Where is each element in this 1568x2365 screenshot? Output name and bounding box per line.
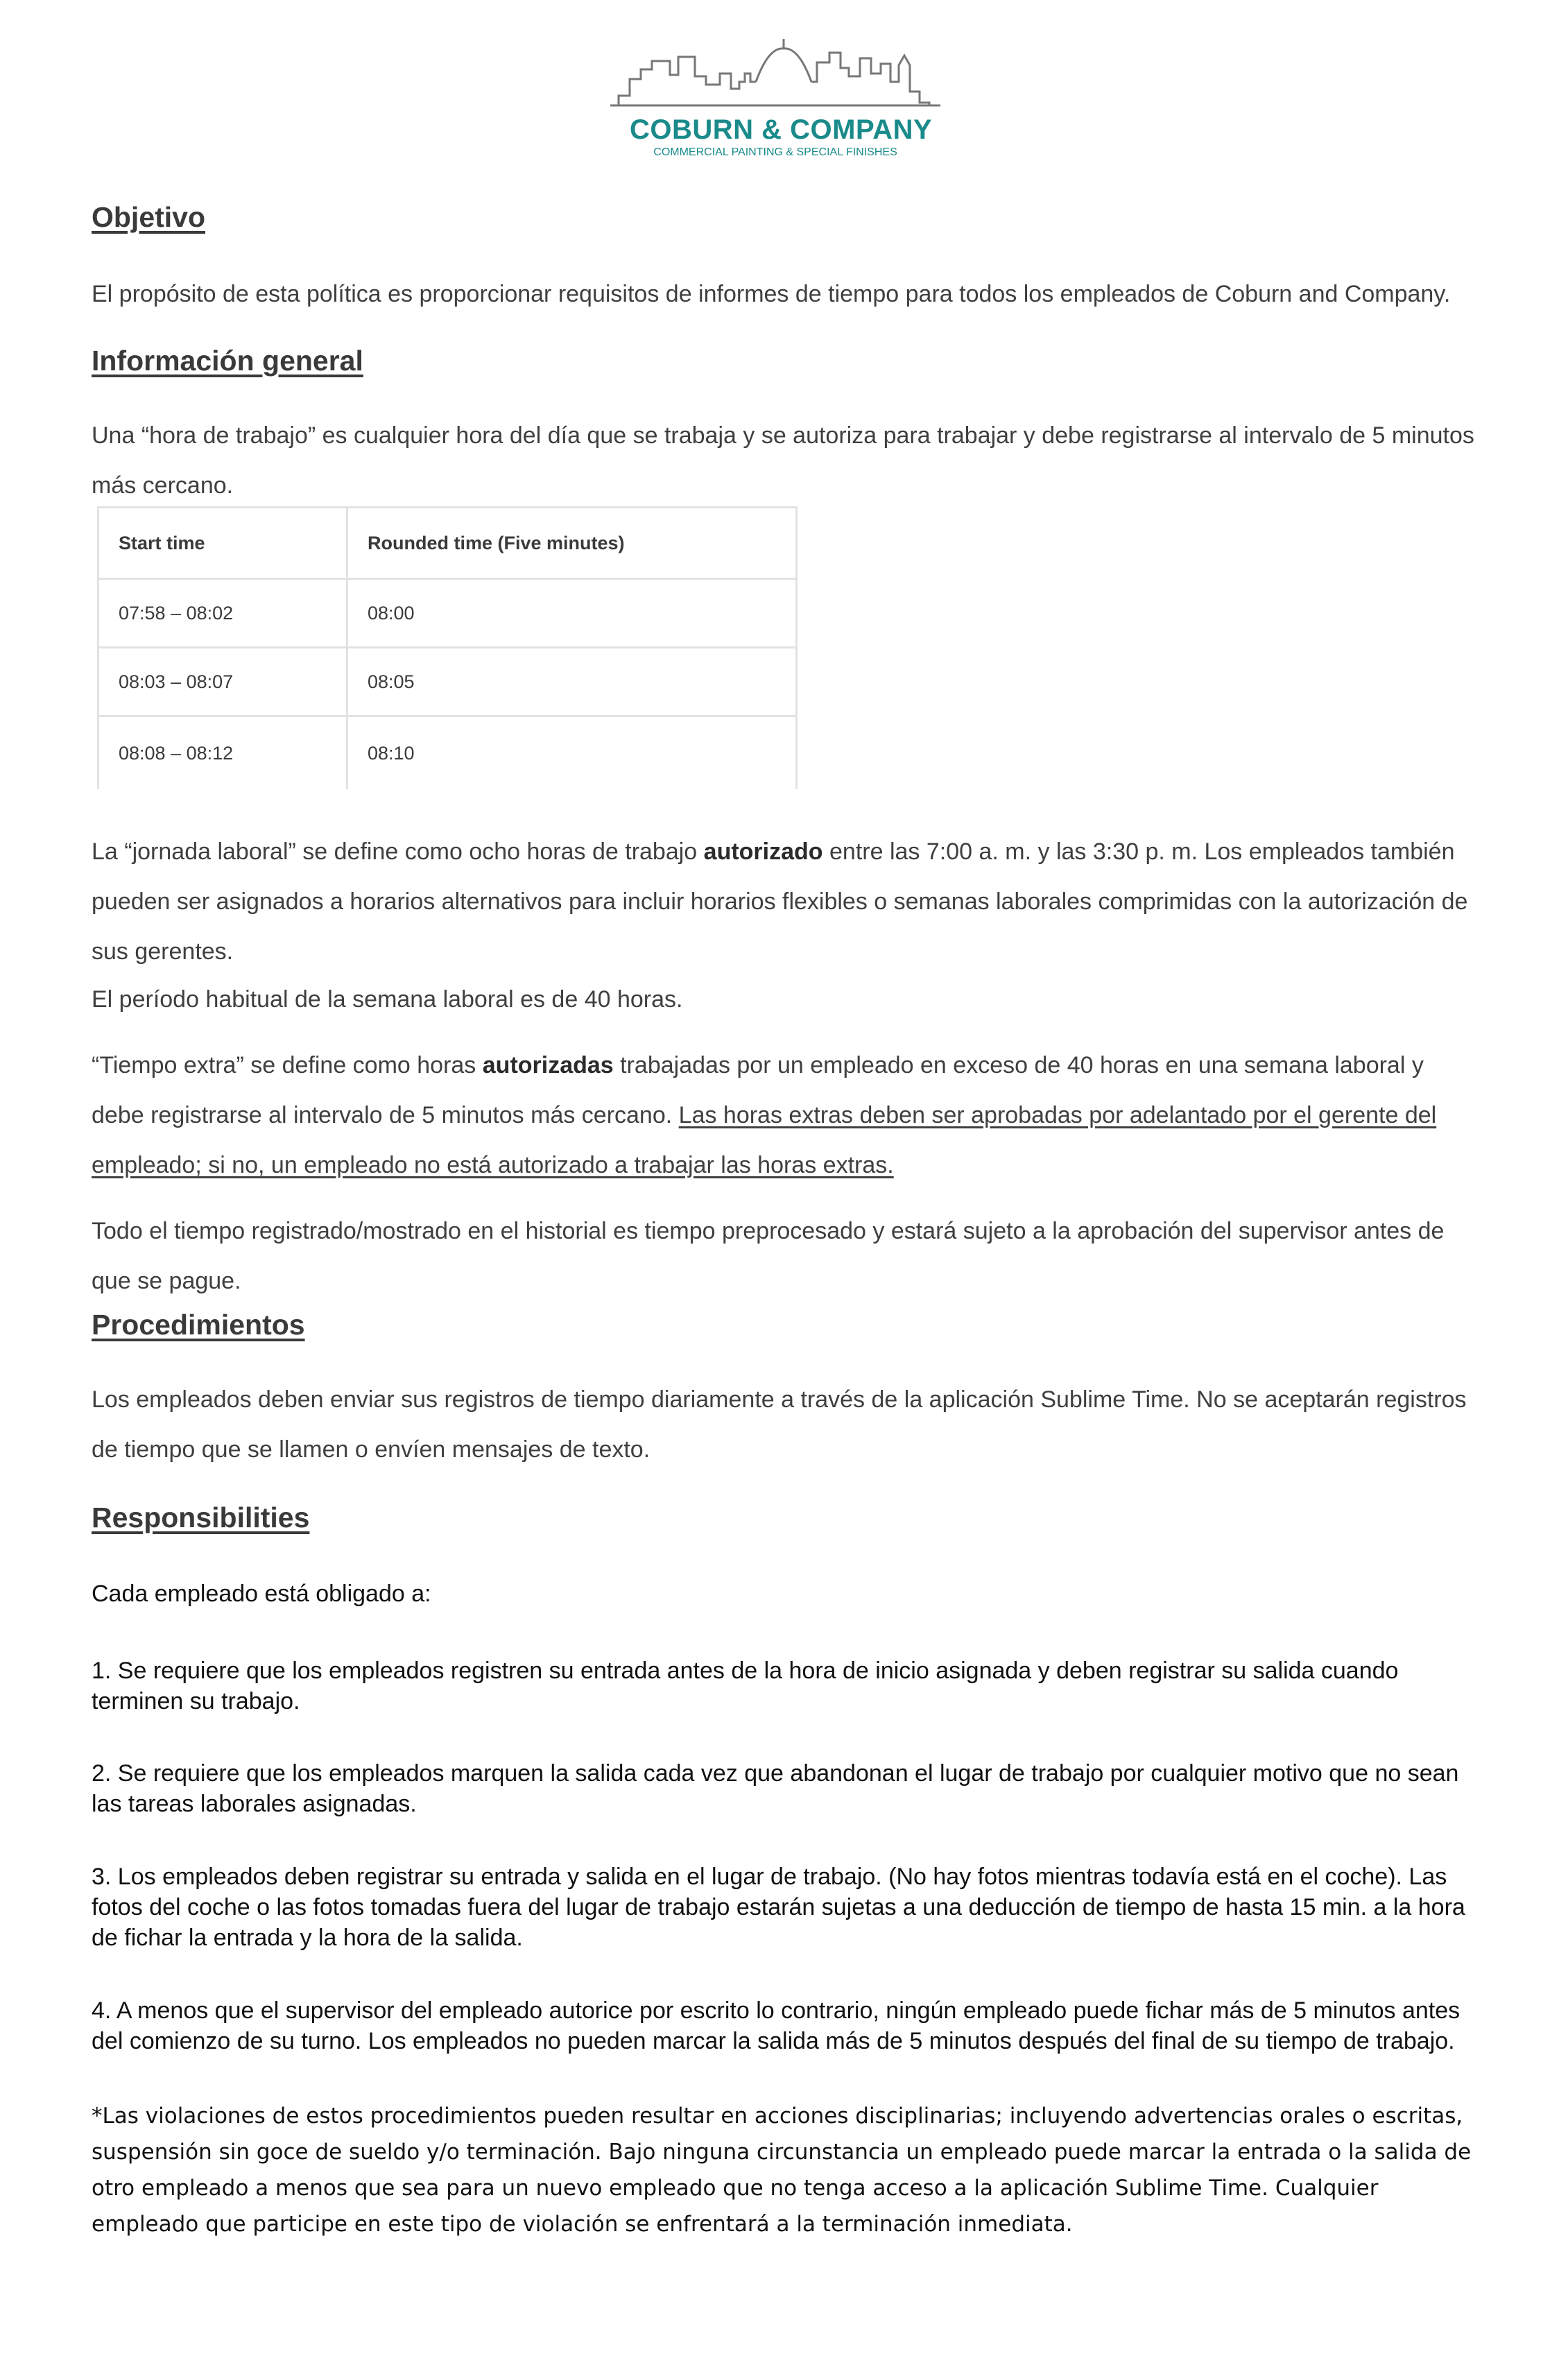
procedimientos-text: Los empleados deben enviar sus registros de tiempo diariamente a través de la aplicación Sublime Time. No se aceptarán registros de tiempo que se llamen o envíen mensajes de texto. (92, 1386, 1467, 1463)
informacion-paragraph-4: “Tiempo extra” se define como horas autorizadas trabajadas por un empleado en exceso de 40 horas en una semana laboral y debe registrarse al intervalo de 5 minutos más cercano. Las horas extras deben ser aprobadas por adelantado por el gerente del empleado; si no, un empleado no está autorizado a trabajar las horas extras. (92, 1052, 1437, 1178)
table-header-start-time: Start time (98, 508, 347, 579)
table-row (98, 648, 797, 716)
table-cell: 08:10 (347, 716, 797, 790)
responsibility-item-2: 2. Se requiere que los empleados marquen la salida cada vez que abandonan el lugar de trabajo por cualquier motivo que no sean las tareas laborales asignadas. (92, 1760, 1459, 1817)
responsibility-item-3: 3. Los empleados deben registrar su entrada y salida en el lugar de trabajo. (No hay fotos mientras todavía está en el coche). Las fotos del coche o las fotos tomadas fuera del lugar de trabajo estarán sujetas a una deducción de tiempo de hasta 15 min. a la hora de fichar la entrada y la hora de la salida. (92, 1864, 1465, 1951)
company-tagline: COMMERCIAL PAINTING & SPECIAL FINISHES (653, 146, 897, 158)
heading-procedimientos: Procedimientos (92, 1309, 305, 1341)
table-cell: 08:08 – 08:12 (98, 716, 347, 790)
table-cell: 07:58 – 08:02 (98, 579, 347, 648)
disciplinary-footnote: *Las violaciones de estos procedimientos pueden resultar en acciones disciplinarias; incluyendo advertencias orales o escritas, suspensión sin goce de sueldo y/o terminación. Bajo ninguna circunstancia un empleado puede marcar la entrada o la salida de otro empleado a menos que sea para un nuevo empleado que no tenga acceso a la aplicación Sublime Time. Cualquier empleado que participe en este tipo de violación se enfrentará a la terminación inmediata. (92, 2104, 1472, 2237)
table-cell: 08:03 – 08:07 (98, 648, 347, 716)
informacion-paragraph-3: El período habitual de la semana laboral es de 40 horas. (92, 986, 683, 1013)
skyline-icon (609, 33, 942, 117)
table-cell: 08:00 (347, 579, 797, 648)
responsibilities-intro: Cada empleado está obligado a: (92, 1581, 431, 1607)
objetivo-text: El propósito de esta política es proporcionar requisitos de informes de tiempo para todos los empleados de Coburn and Company. (92, 281, 1451, 307)
overtime-approval-note: Las horas extras deben ser aprobadas por adelantado por el gerente del empleado; si no, un empleado no está autorizado a trabajar las horas extras. (92, 1102, 1437, 1178)
company-logo (609, 33, 942, 165)
informacion-paragraph-2: La “jornada laboral” se define como ocho horas de trabajo autorizado entre las 7:00 a. m. y las 3:30 p. m. Los empleados también pueden ser asignados a horarios alternativos para incluir horarios flexibles o semanas laborales comprimidas con la autorización de sus gerentes. (92, 839, 1468, 965)
company-name: COBURN & COMPANY (630, 114, 933, 145)
table-row (98, 579, 797, 648)
responsibility-item-4: 4. A menos que el supervisor del empleado autorice por escrito lo contrario, ningún empleado puede fichar más de 5 minutos antes del comienzo de su turno. Los empleados no pueden marcar la salida más de 5 minutos después del final de su tiempo de trabajo. (92, 1997, 1461, 2054)
bold-autorizadas: autorizadas (482, 1052, 614, 1078)
table-header-row (98, 508, 797, 579)
heading-responsibilities: Responsibilities (92, 1502, 310, 1533)
table-header-rounded-time: Rounded time (Five minutes) (347, 508, 797, 579)
time-rounding-table (97, 506, 798, 791)
heading-objetivo: Objetivo (92, 201, 206, 233)
informacion-paragraph-5: Todo el tiempo registrado/mostrado en el historial es tiempo preprocesado y estará sujeto a la aprobación del supervisor antes de que se pague. (92, 1218, 1445, 1294)
bold-autorizado: autorizado (703, 839, 823, 865)
informacion-paragraph-1: Una “hora de trabajo” es cualquier hora del día que se trabaja y se autoriza para trabajar y debe registrarse al intervalo de 5 minutos más cercano. (92, 422, 1474, 499)
heading-informacion-general: Información general (92, 345, 363, 377)
responsibility-item-1: 1. Se requiere que los empleados registren su entrada antes de la hora de inicio asignada y deben registrar su salida cuando terminen su trabajo. (92, 1658, 1399, 1714)
table-row (98, 716, 797, 790)
table-cell: 08:05 (347, 648, 797, 716)
